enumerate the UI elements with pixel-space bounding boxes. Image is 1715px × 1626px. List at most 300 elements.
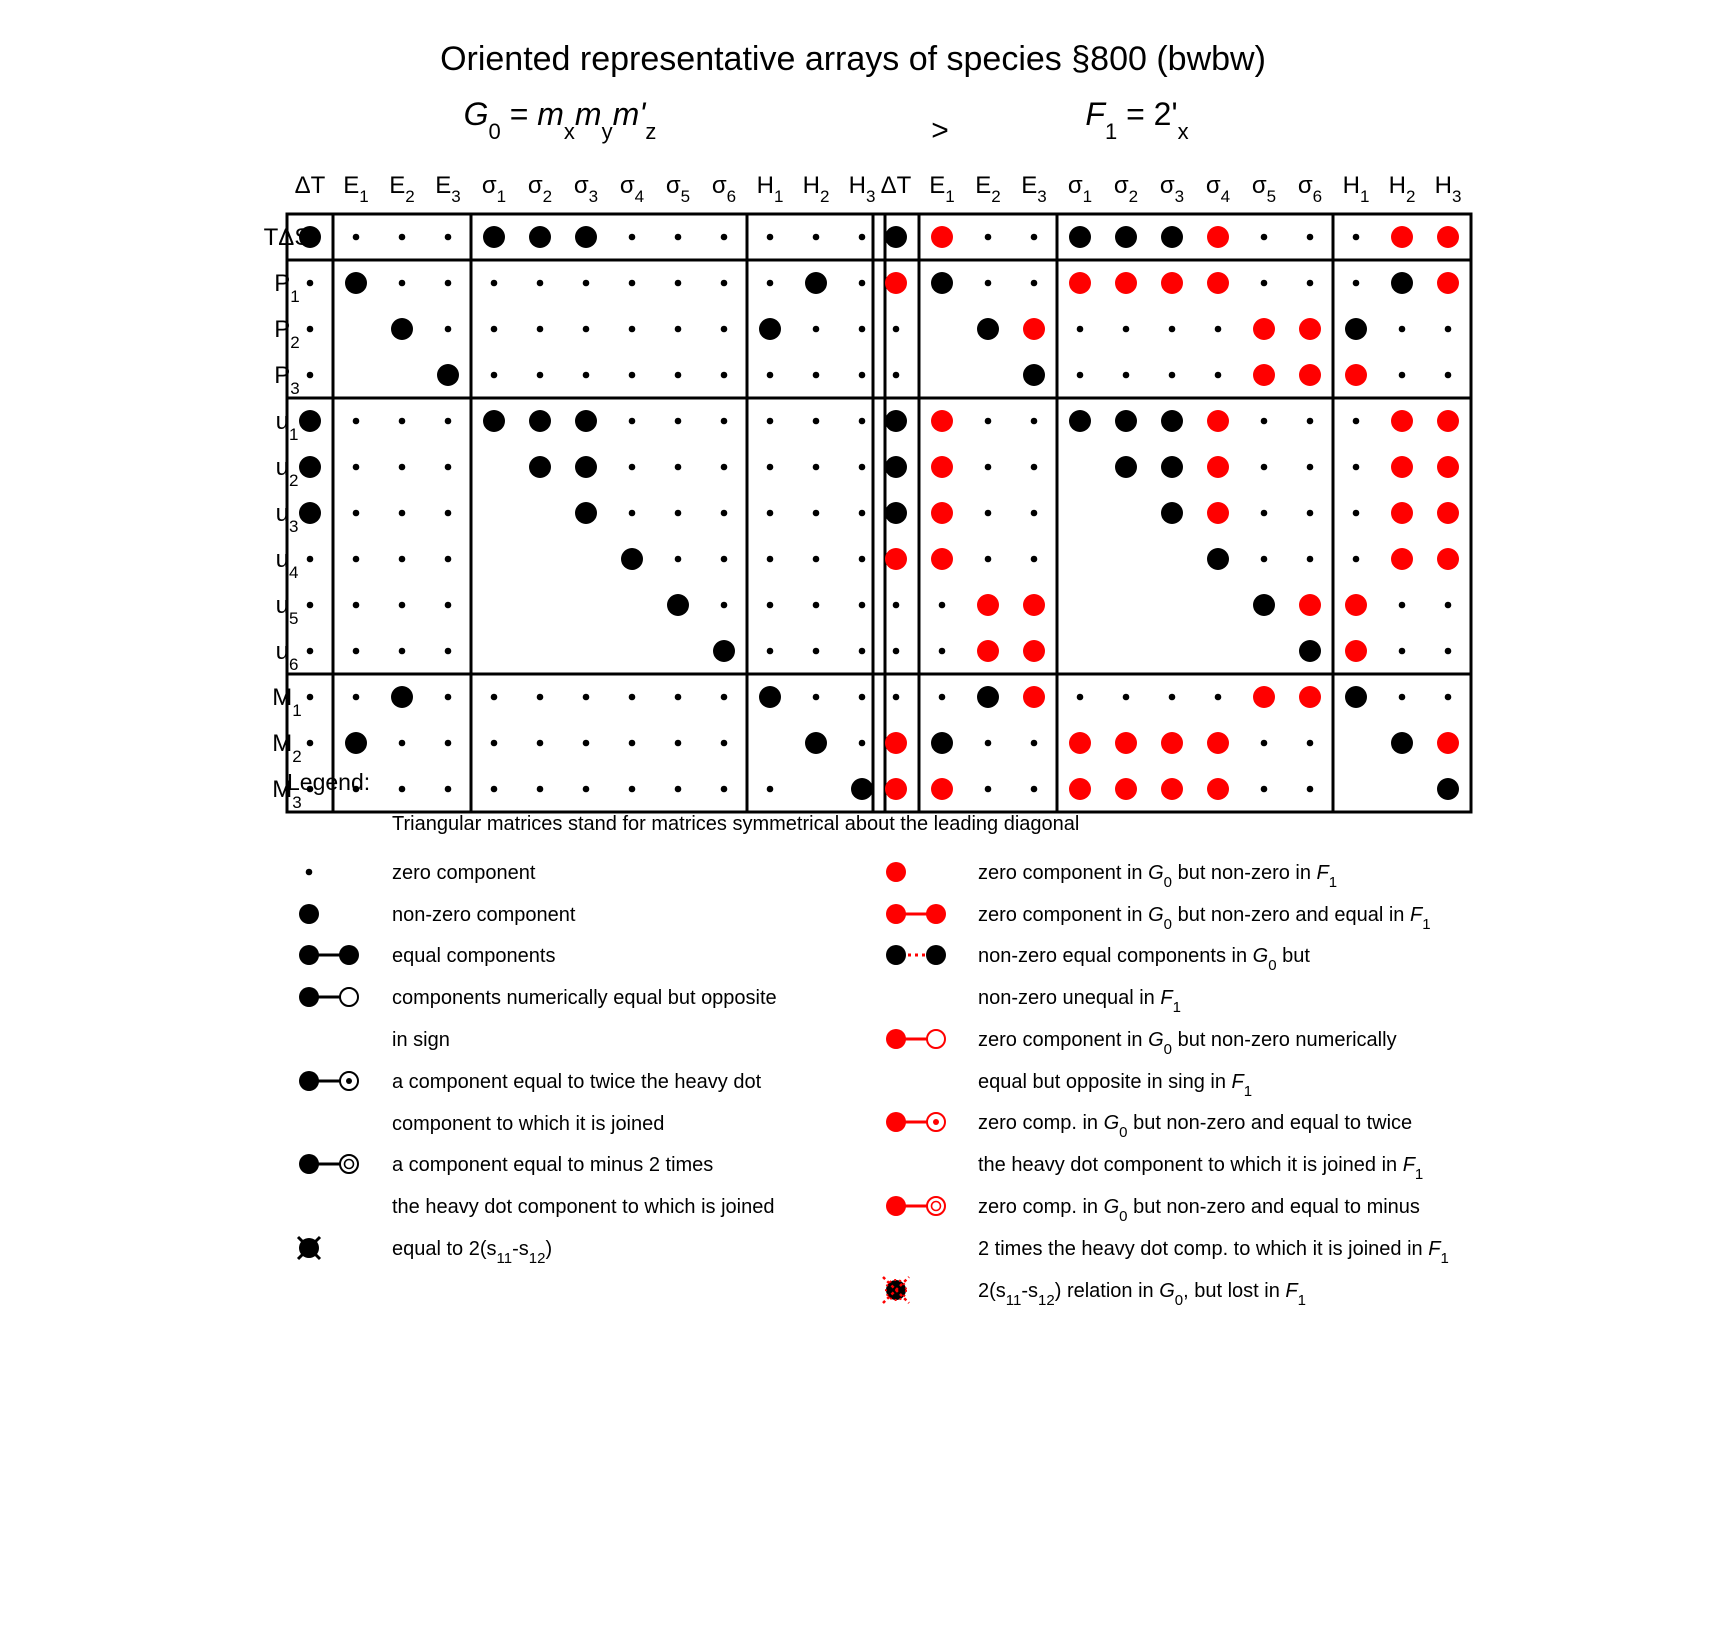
zero-component-dot [675, 694, 682, 701]
zero-component-dot [399, 786, 406, 793]
column-header: $\sigma_4$ [619, 172, 645, 206]
zero-to-nonzero-dot [885, 778, 907, 800]
row-label: $u_6$ [275, 638, 299, 674]
group-relation-symbol: > [931, 114, 949, 147]
zero-component-dot [985, 418, 992, 425]
zero-to-nonzero-dot [1345, 594, 1367, 616]
zero-component-dot [629, 372, 636, 379]
non-zero-component-dot [1023, 364, 1045, 386]
zero-component-dot [629, 786, 636, 793]
zero-to-nonzero-dot [1115, 732, 1137, 754]
zero-to-nonzero-dot [1161, 732, 1183, 754]
legend-text: the heavy dot component to which is joined [392, 1196, 775, 1218]
zero-component-dot [767, 556, 774, 563]
zero-to-nonzero-dot [1207, 732, 1229, 754]
zero-component-dot [445, 694, 452, 701]
zero-component-dot [813, 648, 820, 655]
zero-component-dot [675, 556, 682, 563]
non-zero-component-dot [1069, 410, 1091, 432]
zero-component-dot [1353, 234, 1360, 241]
non-zero-component-dot [1253, 594, 1275, 616]
column-header: $\sigma_4$ [1205, 172, 1231, 206]
zero-component-dot [813, 234, 820, 241]
zero-component-dot [859, 280, 866, 287]
zero-component-dot [1353, 280, 1360, 287]
zero-component-dot [1445, 648, 1452, 655]
zero-component-dot [721, 786, 728, 793]
zero-component-dot [353, 464, 360, 471]
zero-component-dot [1261, 510, 1268, 517]
zero-component-dot [813, 464, 820, 471]
zero-component-dot [1031, 510, 1038, 517]
zero-to-nonzero-dot [931, 502, 953, 524]
zero-component-dot [1399, 372, 1406, 379]
zero-component-dot [813, 694, 820, 701]
non-zero-component-dot [575, 226, 597, 248]
non-zero-component-dot [299, 502, 321, 524]
zero-component-dot [893, 372, 900, 379]
zero-to-nonzero-dot [885, 732, 907, 754]
zero-to-nonzero-dot [1437, 456, 1459, 478]
legend [287, 769, 1449, 1309]
zero-to-nonzero-dot [1207, 410, 1229, 432]
column-header: $H_3$ [848, 172, 876, 206]
column-header: $H_1$ [756, 172, 784, 206]
column-header: $E_2$ [975, 172, 1001, 206]
zero-component-dot [813, 372, 820, 379]
legend-text: a component equal to twice the heavy dot [392, 1071, 762, 1093]
zero-component-dot [1215, 326, 1222, 333]
zero-component-dot [859, 234, 866, 241]
zero-to-nonzero-dot [885, 272, 907, 294]
zero-component-dot [307, 694, 314, 701]
column-header: $\sigma_1$ [1067, 172, 1093, 206]
zero-component-dot [1261, 418, 1268, 425]
row-label: $P_3$ [274, 362, 300, 398]
zero-component-dot [629, 280, 636, 287]
row-label: $P_1$ [274, 270, 300, 306]
column-header: $E_2$ [389, 172, 415, 206]
zero-to-nonzero-dot [1391, 410, 1413, 432]
zero-component-dot [985, 740, 992, 747]
right-matrix [873, 172, 1471, 812]
page-title: Oriented representative arrays of species §800 (bwbw) [440, 40, 1266, 78]
non-zero-component-dot [299, 456, 321, 478]
column-header: $\sigma_2$ [527, 172, 553, 206]
zero-component-dot [353, 234, 360, 241]
zero-component-dot [583, 786, 590, 793]
zero-to-nonzero-dot [1299, 594, 1321, 616]
column-header: $\sigma_5$ [665, 172, 691, 206]
red-equal-dots-icon [886, 904, 946, 924]
zero-to-nonzero-dot [1253, 318, 1275, 340]
zero-to-nonzero-dot [1207, 456, 1229, 478]
zero-component-dot [445, 234, 452, 241]
zero-to-nonzero-dot [1391, 548, 1413, 570]
non-zero-component-dot [1161, 502, 1183, 524]
zero-component-dot [445, 740, 452, 747]
matrix-cells [299, 226, 873, 800]
non-zero-component-dot [1115, 226, 1137, 248]
zero-component-dot [1353, 556, 1360, 563]
non-zero-component-dot [1345, 318, 1367, 340]
zero-component-dot [1215, 372, 1222, 379]
zero-component-dot [583, 372, 590, 379]
zero-component-dot [399, 464, 406, 471]
non-zero-component-dot [345, 272, 367, 294]
zero-component-dot [399, 280, 406, 287]
zero-component-dot [537, 740, 544, 747]
zero-component-dot [307, 326, 314, 333]
zero-component-dot [1353, 464, 1360, 471]
column-header: $\sigma_2$ [1113, 172, 1139, 206]
zero-component-dot [893, 602, 900, 609]
zero-to-nonzero-dot [977, 640, 999, 662]
zero-to-nonzero-dot [1023, 686, 1045, 708]
zero-to-nonzero-dot [1207, 272, 1229, 294]
row-label: $u_1$ [275, 408, 299, 444]
zero-component-dot [859, 464, 866, 471]
zero-to-nonzero-dot [1069, 272, 1091, 294]
non-zero-component-dot [931, 732, 953, 754]
zero-component-dot [353, 510, 360, 517]
zero-to-nonzero-dot [1023, 594, 1045, 616]
zero-component-dot [985, 464, 992, 471]
zero-component-dot [491, 740, 498, 747]
zero-component-dot [445, 602, 452, 609]
zero-to-nonzero-dot [1437, 272, 1459, 294]
zero-component-dot [675, 234, 682, 241]
zero-component-dot [893, 326, 900, 333]
column-header: ΔT [294, 172, 326, 199]
zero-component-dot [675, 326, 682, 333]
zero-to-nonzero-dot [1207, 226, 1229, 248]
zero-component-dot [675, 464, 682, 471]
zero-component-dot [859, 372, 866, 379]
zero-to-nonzero-dot [1437, 410, 1459, 432]
non-zero-component-dot [1391, 732, 1413, 754]
zero-to-nonzero-dot [1161, 272, 1183, 294]
zero-component-dot [675, 280, 682, 287]
zero-component-dot [859, 694, 866, 701]
zero-component-dot [893, 648, 900, 655]
non-zero-component-dot [391, 686, 413, 708]
zero-component-dot [767, 418, 774, 425]
zero-component-dot [1399, 326, 1406, 333]
non-zero-component-dot [977, 686, 999, 708]
zero-component-dot [859, 648, 866, 655]
zero-component-dot [629, 510, 636, 517]
zero-component-dot [1031, 556, 1038, 563]
zero-component-dot [445, 510, 452, 517]
zero-component-dot [1031, 418, 1038, 425]
non-zero-component-dot [575, 502, 597, 524]
zero-component-dot [583, 740, 590, 747]
zero-component-dot [583, 280, 590, 287]
zero-to-nonzero-dot [1437, 226, 1459, 248]
row-label: $P_2$ [274, 316, 300, 352]
legend-text: non-zero equal components in $G_0$ but [978, 945, 1310, 974]
zero-component-dot [399, 418, 406, 425]
row-label: $M_3$ [272, 776, 302, 812]
zero-component-dot [629, 740, 636, 747]
non-zero-component-dot [529, 410, 551, 432]
non-zero-component-dot [299, 410, 321, 432]
non-zero-component-dot [529, 456, 551, 478]
zero-component-dot [353, 648, 360, 655]
zero-component-dot [1031, 280, 1038, 287]
zero-to-nonzero-dot [1069, 778, 1091, 800]
zero-component-dot [721, 280, 728, 287]
zero-to-nonzero-dot [931, 548, 953, 570]
matrix-cells [885, 226, 1459, 800]
row-label: $M_2$ [272, 730, 302, 766]
column-header: $\sigma_6$ [1297, 172, 1323, 206]
zero-component-dot [1123, 326, 1130, 333]
zero-to-nonzero-dot [931, 456, 953, 478]
big-dot-icon [299, 904, 319, 924]
dot-circle-dot-icon [299, 1071, 358, 1091]
zero-component-dot [1399, 602, 1406, 609]
zero-component-dot [893, 694, 900, 701]
non-zero-component-dot [885, 456, 907, 478]
zero-component-dot [583, 694, 590, 701]
zero-component-dot [537, 372, 544, 379]
non-zero-component-dot [759, 318, 781, 340]
zero-component-dot [629, 694, 636, 701]
zero-component-dot [721, 234, 728, 241]
non-zero-component-dot [1207, 548, 1229, 570]
zero-component-dot [1261, 786, 1268, 793]
red-dot-circle-dot-icon [886, 1112, 945, 1132]
crossed-dot-icon [298, 1237, 320, 1259]
non-zero-component-dot [1115, 410, 1137, 432]
red-crossed-dot-icon [883, 1277, 909, 1303]
non-zero-component-dot [885, 226, 907, 248]
zero-component-dot [537, 786, 544, 793]
legend-text: equal but opposite in sing in $F_1$ [978, 1071, 1253, 1100]
zero-component-dot [537, 694, 544, 701]
column-header: $E_1$ [343, 172, 369, 206]
zero-component-dot [1445, 602, 1452, 609]
zero-component-dot [1031, 234, 1038, 241]
zero-to-nonzero-dot [1207, 502, 1229, 524]
non-zero-component-dot [575, 410, 597, 432]
zero-component-dot [767, 372, 774, 379]
dot-open-circle-icon [299, 987, 358, 1007]
zero-component-dot [675, 740, 682, 747]
zero-component-dot [629, 418, 636, 425]
zero-component-dot [1123, 372, 1130, 379]
zero-component-dot [767, 602, 774, 609]
legend-text: $2(s_{11}-s_{12})$ relation in $G_0$, but lost in $F_1$ [978, 1280, 1306, 1309]
non-zero-component-dot [1115, 456, 1137, 478]
row-label: $M_1$ [272, 684, 302, 720]
zero-to-nonzero-dot [1437, 502, 1459, 524]
equal-dots-icon [299, 945, 359, 965]
zero-component-dot [767, 648, 774, 655]
zero-component-dot [445, 648, 452, 655]
row-label: $u_4$ [275, 546, 299, 582]
non-zero-component-dot [1437, 778, 1459, 800]
dot-double-circle-icon [299, 1154, 358, 1174]
zero-component-dot [1261, 234, 1268, 241]
legend-text: non-zero component [392, 904, 576, 926]
non-zero-component-dot [483, 410, 505, 432]
zero-component-dot [445, 786, 452, 793]
legend-text: 2 times the heavy dot comp. to which it is joined in $F_1$ [978, 1238, 1449, 1267]
zero-component-dot [1215, 694, 1222, 701]
right-group-label: $F_1 = 2'_x$ [1085, 96, 1189, 144]
zero-to-nonzero-dot [1023, 640, 1045, 662]
zero-component-dot [1307, 740, 1314, 747]
zero-component-dot [491, 372, 498, 379]
legend-text: zero comp. in $G_0$ but non-zero and equal to minus [978, 1196, 1420, 1225]
zero-component-dot [629, 464, 636, 471]
column-header: $H_3$ [1434, 172, 1462, 206]
zero-component-dot [491, 694, 498, 701]
legend-text: non-zero unequal in $F_1$ [978, 987, 1181, 1016]
red-dot-icon [886, 862, 906, 882]
non-zero-component-dot [483, 226, 505, 248]
legend-text: the heavy dot component to which it is joined in $F_1$ [978, 1154, 1424, 1183]
zero-component-dot [491, 326, 498, 333]
non-zero-component-dot [713, 640, 735, 662]
column-header: $\sigma_3$ [1159, 172, 1185, 206]
zero-component-dot [985, 234, 992, 241]
zero-component-dot [1077, 694, 1084, 701]
zero-component-dot [1261, 556, 1268, 563]
zero-to-nonzero-dot [1391, 456, 1413, 478]
zero-component-dot [721, 464, 728, 471]
zero-component-dot [445, 464, 452, 471]
zero-component-dot [767, 464, 774, 471]
zero-component-dot [307, 648, 314, 655]
non-zero-component-dot [759, 686, 781, 708]
zero-component-dot [445, 280, 452, 287]
zero-component-dot [1169, 372, 1176, 379]
zero-component-dot [939, 648, 946, 655]
zero-component-dot [1307, 556, 1314, 563]
zero-component-dot [813, 510, 820, 517]
zero-component-dot [859, 510, 866, 517]
zero-component-dot [1123, 694, 1130, 701]
zero-component-dot [399, 740, 406, 747]
zero-to-nonzero-dot [1299, 318, 1321, 340]
zero-to-nonzero-dot [885, 548, 907, 570]
legend-text: equal components [392, 945, 556, 967]
dots-red-dotted-link-icon [886, 945, 946, 965]
non-zero-component-dot [529, 226, 551, 248]
zero-to-nonzero-dot [1253, 364, 1275, 386]
zero-to-nonzero-dot [1345, 640, 1367, 662]
zero-component-dot [1261, 280, 1268, 287]
zero-to-nonzero-dot [1161, 778, 1183, 800]
zero-component-dot [353, 602, 360, 609]
zero-component-dot [353, 418, 360, 425]
zero-component-dot [1031, 786, 1038, 793]
zero-to-nonzero-dot [1345, 364, 1367, 386]
red-dot-open-circle-icon [886, 1029, 945, 1049]
zero-component-dot [859, 740, 866, 747]
zero-to-nonzero-dot [1299, 364, 1321, 386]
zero-component-dot [985, 280, 992, 287]
zero-to-nonzero-dot [931, 226, 953, 248]
legend-text: zero component [392, 862, 536, 884]
zero-component-dot [721, 740, 728, 747]
legend-text: zero component in $G_0$ but non-zero and equal in $F_1$ [978, 904, 1431, 933]
zero-component-dot [307, 280, 314, 287]
zero-component-dot [1445, 372, 1452, 379]
left-matrix [264, 172, 885, 812]
column-header: $\sigma_3$ [573, 172, 599, 206]
row-label: $u_5$ [275, 592, 299, 628]
column-header: ΔT [880, 172, 912, 199]
legend-text: zero component in $G_0$ but non-zero numerically [978, 1029, 1397, 1058]
zero-to-nonzero-dot [1299, 686, 1321, 708]
zero-component-dot [767, 280, 774, 287]
legend-text: equal to $2(s_{11}-s_{12})$ [392, 1238, 553, 1267]
non-zero-component-dot [621, 548, 643, 570]
non-zero-component-dot [931, 272, 953, 294]
zero-component-dot [1445, 694, 1452, 701]
zero-component-dot [399, 234, 406, 241]
zero-component-dot [721, 602, 728, 609]
non-zero-component-dot [885, 502, 907, 524]
row-label: $u_2$ [275, 454, 299, 490]
zero-component-dot [939, 602, 946, 609]
column-header: $E_1$ [929, 172, 955, 206]
zero-component-dot [721, 326, 728, 333]
zero-component-dot [1353, 510, 1360, 517]
zero-component-dot [675, 510, 682, 517]
zero-component-dot [1077, 326, 1084, 333]
zero-component-dot [1307, 280, 1314, 287]
zero-component-dot [629, 234, 636, 241]
zero-component-dot [767, 234, 774, 241]
zero-component-dot [859, 602, 866, 609]
zero-to-nonzero-dot [1253, 686, 1275, 708]
zero-to-nonzero-dot [1391, 226, 1413, 248]
non-zero-component-dot [345, 732, 367, 754]
zero-component-dot [985, 556, 992, 563]
zero-component-dot [1307, 234, 1314, 241]
zero-to-nonzero-dot [977, 594, 999, 616]
non-zero-component-dot [1391, 272, 1413, 294]
legend-text: zero component in $G_0$ but non-zero in $F_1$ [978, 862, 1338, 891]
zero-component-dot [583, 326, 590, 333]
zero-component-dot [491, 786, 498, 793]
zero-to-nonzero-dot [1115, 272, 1137, 294]
zero-component-dot [985, 786, 992, 793]
zero-component-dot [1169, 326, 1176, 333]
zero-component-dot [1445, 326, 1452, 333]
zero-component-dot [1077, 372, 1084, 379]
non-zero-component-dot [1345, 686, 1367, 708]
zero-component-dot [445, 326, 452, 333]
column-header: $H_1$ [1342, 172, 1370, 206]
column-header: $E_3$ [1021, 172, 1047, 206]
zero-component-dot [675, 372, 682, 379]
legend-text: component to which it is joined [392, 1113, 665, 1135]
red-dot-double-circle-icon [886, 1196, 945, 1216]
non-zero-component-dot [391, 318, 413, 340]
non-zero-component-dot [437, 364, 459, 386]
zero-component-dot [399, 556, 406, 563]
zero-to-nonzero-dot [1115, 778, 1137, 800]
column-header: $E_3$ [435, 172, 461, 206]
non-zero-component-dot [667, 594, 689, 616]
